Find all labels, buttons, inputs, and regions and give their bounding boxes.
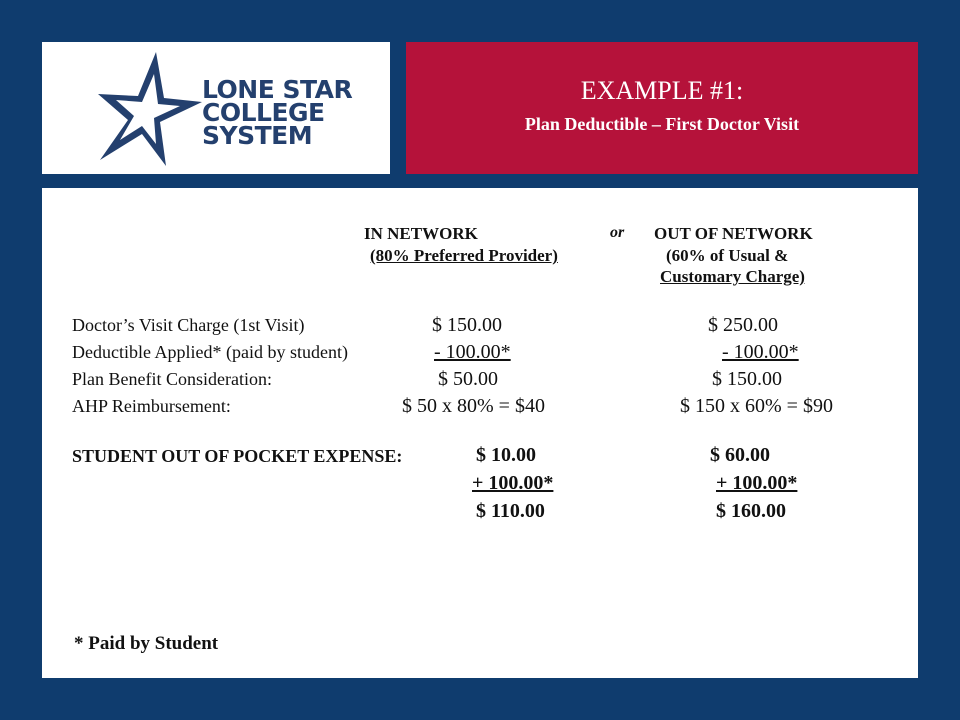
slide-subtitle: Plan Deductible – First Doctor Visit: [524, 114, 800, 134]
in-benefit: $ 50.00: [438, 368, 498, 390]
star-icon: [94, 48, 204, 170]
in-deductible-added: + 100.00*: [472, 472, 554, 494]
logo-line-1: LONE STAR: [202, 75, 353, 104]
out-benefit: $ 150.00: [712, 368, 782, 390]
out-visit-charge: $ 250.00: [708, 314, 778, 336]
in-visit-charge: $ 150.00: [432, 314, 502, 336]
in-network-header: IN NETWORK: [364, 224, 478, 243]
logo-line-3: SYSTEM: [202, 121, 313, 150]
out-total: $ 160.00: [716, 500, 786, 522]
out-reimbursement: $ 150 x 60% = $90: [680, 395, 833, 417]
in-reimbursement: $ 50 x 80% = $40: [402, 395, 545, 417]
in-network-subtitle: (80% Preferred Provider): [370, 246, 558, 265]
out-expense: $ 60.00: [710, 444, 770, 466]
out-deductible: - 100.00*: [722, 341, 799, 363]
logo-panel: [42, 42, 390, 174]
out-of-pocket-label: STUDENT OUT OF POCKET EXPENSE:: [72, 446, 403, 466]
in-expense: $ 10.00: [476, 444, 536, 466]
title-panel: [406, 42, 918, 174]
row-label-deductible: Deductible Applied* (paid by student): [72, 342, 348, 362]
out-network-header: OUT OF NETWORK: [654, 224, 813, 243]
slide-title: EXAMPLE #1:: [580, 76, 744, 105]
in-deductible: - 100.00*: [434, 341, 511, 363]
or-label: or: [610, 224, 625, 241]
logo-wordmark: [202, 75, 353, 150]
content-panel: [42, 188, 918, 678]
logo-line-2: COLLEGE: [202, 98, 325, 127]
out-deductible-added: + 100.00*: [716, 472, 798, 494]
row-label-visit-charge: Doctor’s Visit Charge (1st Visit): [72, 315, 305, 335]
in-total: $ 110.00: [476, 500, 545, 522]
out-network-subtitle-2: Customary Charge): [660, 267, 805, 286]
row-label-reimbursement: AHP Reimbursement:: [72, 396, 231, 416]
out-network-subtitle-1: (60% of Usual &: [666, 246, 789, 265]
footnote: * Paid by Student: [74, 633, 219, 654]
row-label-benefit: Plan Benefit Consideration:: [72, 369, 272, 389]
